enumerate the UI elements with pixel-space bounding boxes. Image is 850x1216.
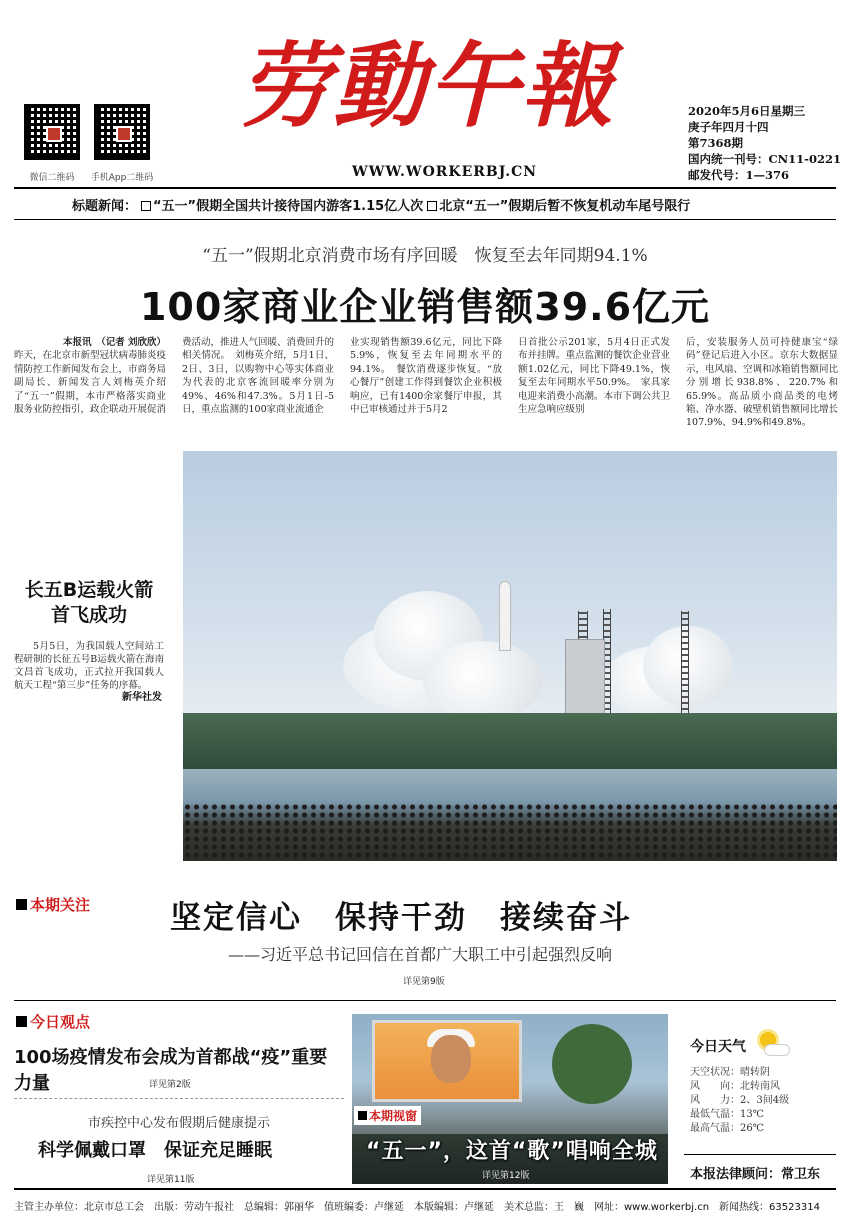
video-tag (354, 1106, 421, 1125)
serial-number: 国内统一刊号：CN11-0221 (688, 152, 841, 166)
issue-date: 2020年5月6日星期三 (688, 104, 806, 118)
rocket-launch-photo (183, 451, 837, 861)
wechat-qr-code (24, 104, 80, 160)
headline-link-2[interactable]: 北京“五一”假期后暂不恢复机动车尾号限行 (439, 199, 691, 214)
issue-info (688, 103, 848, 183)
square-bullet-icon (16, 899, 27, 910)
masthead-url[interactable]: WWW.WORKERBJ.CN (352, 164, 538, 180)
lead-column-3: 业实现销售额39.6亿元，同比下降5.9%，恢复至去年同期水平的94.1%。 餐饮消费逐步恢复。“放心餐厅”创建工作得到餐饮企业积极响应，已有1400余家餐厅申报，其中已审核通过并于5月2 (350, 337, 502, 416)
newspaper-logo: 劳動午報 (238, 32, 615, 140)
headline-news-bar (72, 195, 842, 214)
weather-title: 今日天气 (690, 1039, 746, 1055)
opinion-tag-label: 今日观点 (30, 1013, 91, 1031)
postal-code: 邮发代号：1—376 (688, 168, 790, 182)
opinion-headline: 100场疫情发布会成为首都战“疫”重要力量 (14, 1047, 328, 1094)
rocket-story-text: 5月5日，为我国载人空间站工程研制的长征五号B运载火箭在海南文昌首飞成功，正式拉开我国载人航天工程“第三步”任务的序幕。 (14, 641, 164, 691)
lead-headline: 100家商业企业销售额39.6亿元 (139, 285, 711, 329)
lead-subhead: “五一”假期北京消费市场有序回暖 恢复至去年同期94.1% (202, 246, 648, 266)
checkbox-icon (427, 201, 437, 211)
rocket-photo-credit: 新华社发 (122, 692, 162, 703)
lead-byline: 本报讯 （记者 刘欣欣） (62, 337, 166, 348)
health-headline: 科学佩戴口罩 保证充足睡眠 (38, 1140, 272, 1161)
weather-details (690, 1066, 840, 1136)
lead-text-1: 昨天，在北京市新型冠状病毒肺炎疫情防控工作新闻发布会上，市商务局副局长、新闻发言人刘梅英介绍了“五一”假期，本市严格落实商业服务业防控指引，政企联动开展促消 (14, 350, 166, 416)
footer-credits: 主管主办单位：北京市总工会 出版：劳动午报社 总编辑：郭丽华 值班编委：卢继延 本版编辑：卢继延 美术总监：王 巍 网址：www.workerbj.cn 新闻热线：63523314 (14, 1202, 820, 1213)
rocket-story-title (14, 578, 164, 628)
square-bullet-icon (358, 1111, 367, 1120)
focus-see-page[interactable]: 详见第9版 (403, 977, 445, 987)
rocket-title-line-1: 长五B运载火箭 (24, 579, 154, 601)
focus-tag-label: 本期关注 (30, 896, 91, 914)
square-bullet-icon (16, 1016, 27, 1027)
video-headline: “五一”，这首“歌”唱响全城 (366, 1139, 658, 1164)
section-divider (14, 1000, 836, 1001)
lead-column-2: 费活动，推进人气回暖、消费回升的相关情况。 刘梅英介绍，5月1日、2日、3日，以购物中心等实体商业为代表的北京客流回暖率分别为49%、46%和47.3%。5月1日-5日，重点监测的100家商业流通企 (182, 337, 334, 416)
headline-bar-divider (14, 219, 836, 220)
weather-high-temp: 最高气温：26℃ (690, 1123, 764, 1134)
masthead (0, 0, 850, 190)
headline-link-1[interactable]: “五一”假期全国共计接待国内游客1.15亿人次 (153, 199, 424, 214)
focus-subheadline: ——习近平总书记回信在首都广大职工中引起强烈反响 (228, 945, 613, 964)
health-subhead: 市疾控中心发布假期后健康提示 (88, 1116, 271, 1131)
lead-column-1 (14, 336, 166, 444)
video-see-page[interactable]: 详见第12版 (482, 1171, 530, 1181)
partly-cloudy-icon (754, 1030, 790, 1058)
app-qr-code (94, 104, 150, 160)
issue-number: 第7368期 (688, 136, 744, 150)
checkbox-icon (141, 201, 151, 211)
opinion-tag (16, 1011, 90, 1032)
wechat-qr-label: 微信二维码 (29, 173, 75, 183)
legal-divider (684, 1154, 836, 1155)
health-see-page[interactable]: 详见第11版 (147, 1175, 195, 1185)
lunar-date: 庚子年四月十四 (688, 120, 769, 134)
masthead-divider (14, 187, 836, 189)
weather-wind-force: 风 力：2、3间4级 (690, 1095, 790, 1106)
opinion-divider (14, 1098, 344, 1099)
lead-column-5: 后，安装服务人员可持健康宝“绿码”登记后进入小区。京东大数据显示，电风扇、空调和冰箱销售额同比分别增长938.8%、220.7%和65.9%。高品质小商品类的电烤箱、净水器、破壁机销售额同比增长107.9%、94.9%和49.8%。 (686, 337, 838, 429)
legal-advisor: 本报法律顾问：常卫东 (690, 1167, 821, 1182)
weather-low-temp: 最低气温：13℃ (690, 1109, 764, 1120)
app-qr-label: 手机App二维码 (90, 173, 154, 183)
footer-divider (14, 1188, 836, 1190)
weather-wind-direction: 风 向：北转南风 (690, 1081, 780, 1092)
video-tag-label: 本期视窗 (369, 1109, 418, 1123)
opinion-see-page[interactable]: 详见第2版 (149, 1080, 191, 1090)
rocket-title-line-2: 首飞成功 (50, 604, 127, 626)
headline-bar-label: 标题新闻： (72, 199, 138, 214)
focus-headline: 坚定信心 保持干劲 接续奋斗 (170, 900, 632, 936)
weather-sky: 天空状况：晴转阴 (690, 1067, 770, 1078)
lead-column-4: 日首批公示201家，5月4日正式发布并挂牌。重点监测的餐饮企业营业额1.02亿元，同比下降49.1%，恢复至去年同期水平50.9%。 家具家电迎来消费小高潮。本市下调公共卫生应急响应级别 (518, 337, 670, 416)
focus-tag (16, 894, 90, 915)
